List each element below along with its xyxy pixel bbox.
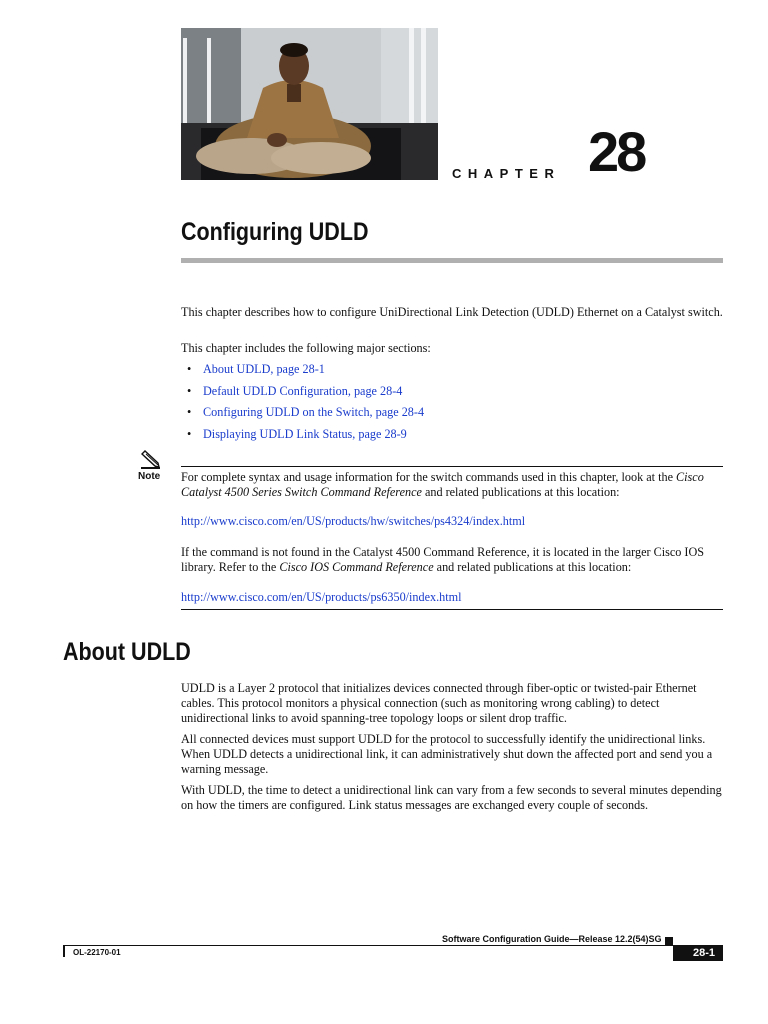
- section-link-configuring[interactable]: Configuring UDLD on the Switch, page 28-4: [203, 405, 425, 420]
- note-bottom-rule: [181, 609, 723, 610]
- note-top-rule: [181, 466, 723, 467]
- footer-guide-title: Software Configuration Guide—Release 12.2(54)SG: [442, 934, 662, 944]
- chapter-number: 28: [588, 120, 645, 183]
- chapter-photo: [181, 28, 438, 180]
- about-paragraph-1: UDLD is a Layer 2 protocol that initializes devices connected through fiber-optic or twisted-pair Ethernet cables. This protocol monitors a physical connection (such as monitoring wrong cabling) to detect unidirectional links to avoid spanning-tree topology loops or silent drop traffic.: [181, 681, 697, 725]
- page-number-badge: [673, 945, 723, 961]
- footer-rule: [63, 945, 723, 946]
- page-number: 28-1: [692, 947, 716, 959]
- note-url-2-line: [181, 590, 726, 605]
- intro-sections-lead: This chapter includes the following major sections:: [181, 341, 431, 355]
- section-link-default-config[interactable]: Default UDLD Configuration, page 28-4: [203, 383, 403, 398]
- pencil-icon: [139, 450, 161, 470]
- page-title: Configuring UDLD: [181, 218, 369, 246]
- footer-tick: [63, 945, 65, 957]
- book-title: Cisco IOS Command Reference: [279, 560, 434, 574]
- section-link-about[interactable]: About UDLD, page 28-1: [203, 362, 325, 376]
- footer-marker: [665, 937, 673, 945]
- chapter-label: CHAPTER: [452, 166, 561, 181]
- note-text: and related publications at this location:: [421, 485, 620, 499]
- intro-paragraph: This chapter describes how to configure UniDirectional Link Detection (UDLD) Ethernet on a Catalyst switch.: [181, 305, 723, 319]
- url-link-switch-reference[interactable]: http://www.cisco.com/en/US/products/hw/switches/ps4324/index.html: [181, 514, 526, 528]
- list-item: [181, 405, 721, 427]
- section-list: [181, 362, 721, 448]
- note-url-1-line: [181, 514, 726, 529]
- list-item: [181, 427, 721, 449]
- about-paragraph-3: With UDLD, the time to detect a unidirectional link can vary from a few seconds to several minutes depending on how the timers are configured. Link status messages are exchanged every couple of seconds.: [181, 783, 722, 812]
- footer-doc-number: OL-22170-01: [73, 948, 121, 957]
- title-rule: [181, 258, 723, 263]
- list-item: [181, 384, 721, 406]
- section-link-displaying[interactable]: Displaying UDLD Link Status, page 28-9: [203, 426, 407, 441]
- section-heading-about: About UDLD: [63, 638, 191, 666]
- note-text: For complete syntax and usage information for the switch commands used in this chapter, look at the: [181, 470, 677, 484]
- url-link-ios-reference[interactable]: http://www.cisco.com/en/US/products/ps6350/index.html: [181, 590, 462, 604]
- note-paragraph-2: [181, 545, 726, 575]
- list-item: [181, 362, 721, 384]
- note-text: and related publications at this location:: [433, 560, 632, 574]
- note-text: If the command is not found in the Catalyst 4500 Command Reference, it is located in the larger Cisco IOS library. Refer to the: [181, 545, 705, 574]
- about-paragraph-2: All connected devices must support UDLD for the protocol to successfully identify the unidirectional links. When UDLD detects a unidirectional link, it can administratively shut down the affected port and send you a warning message.: [181, 732, 713, 776]
- book-title: Cisco Catalyst 4500 Series Switch Command Reference: [181, 470, 704, 499]
- note-paragraph-1: [181, 470, 726, 500]
- note-label: Note: [138, 471, 161, 482]
